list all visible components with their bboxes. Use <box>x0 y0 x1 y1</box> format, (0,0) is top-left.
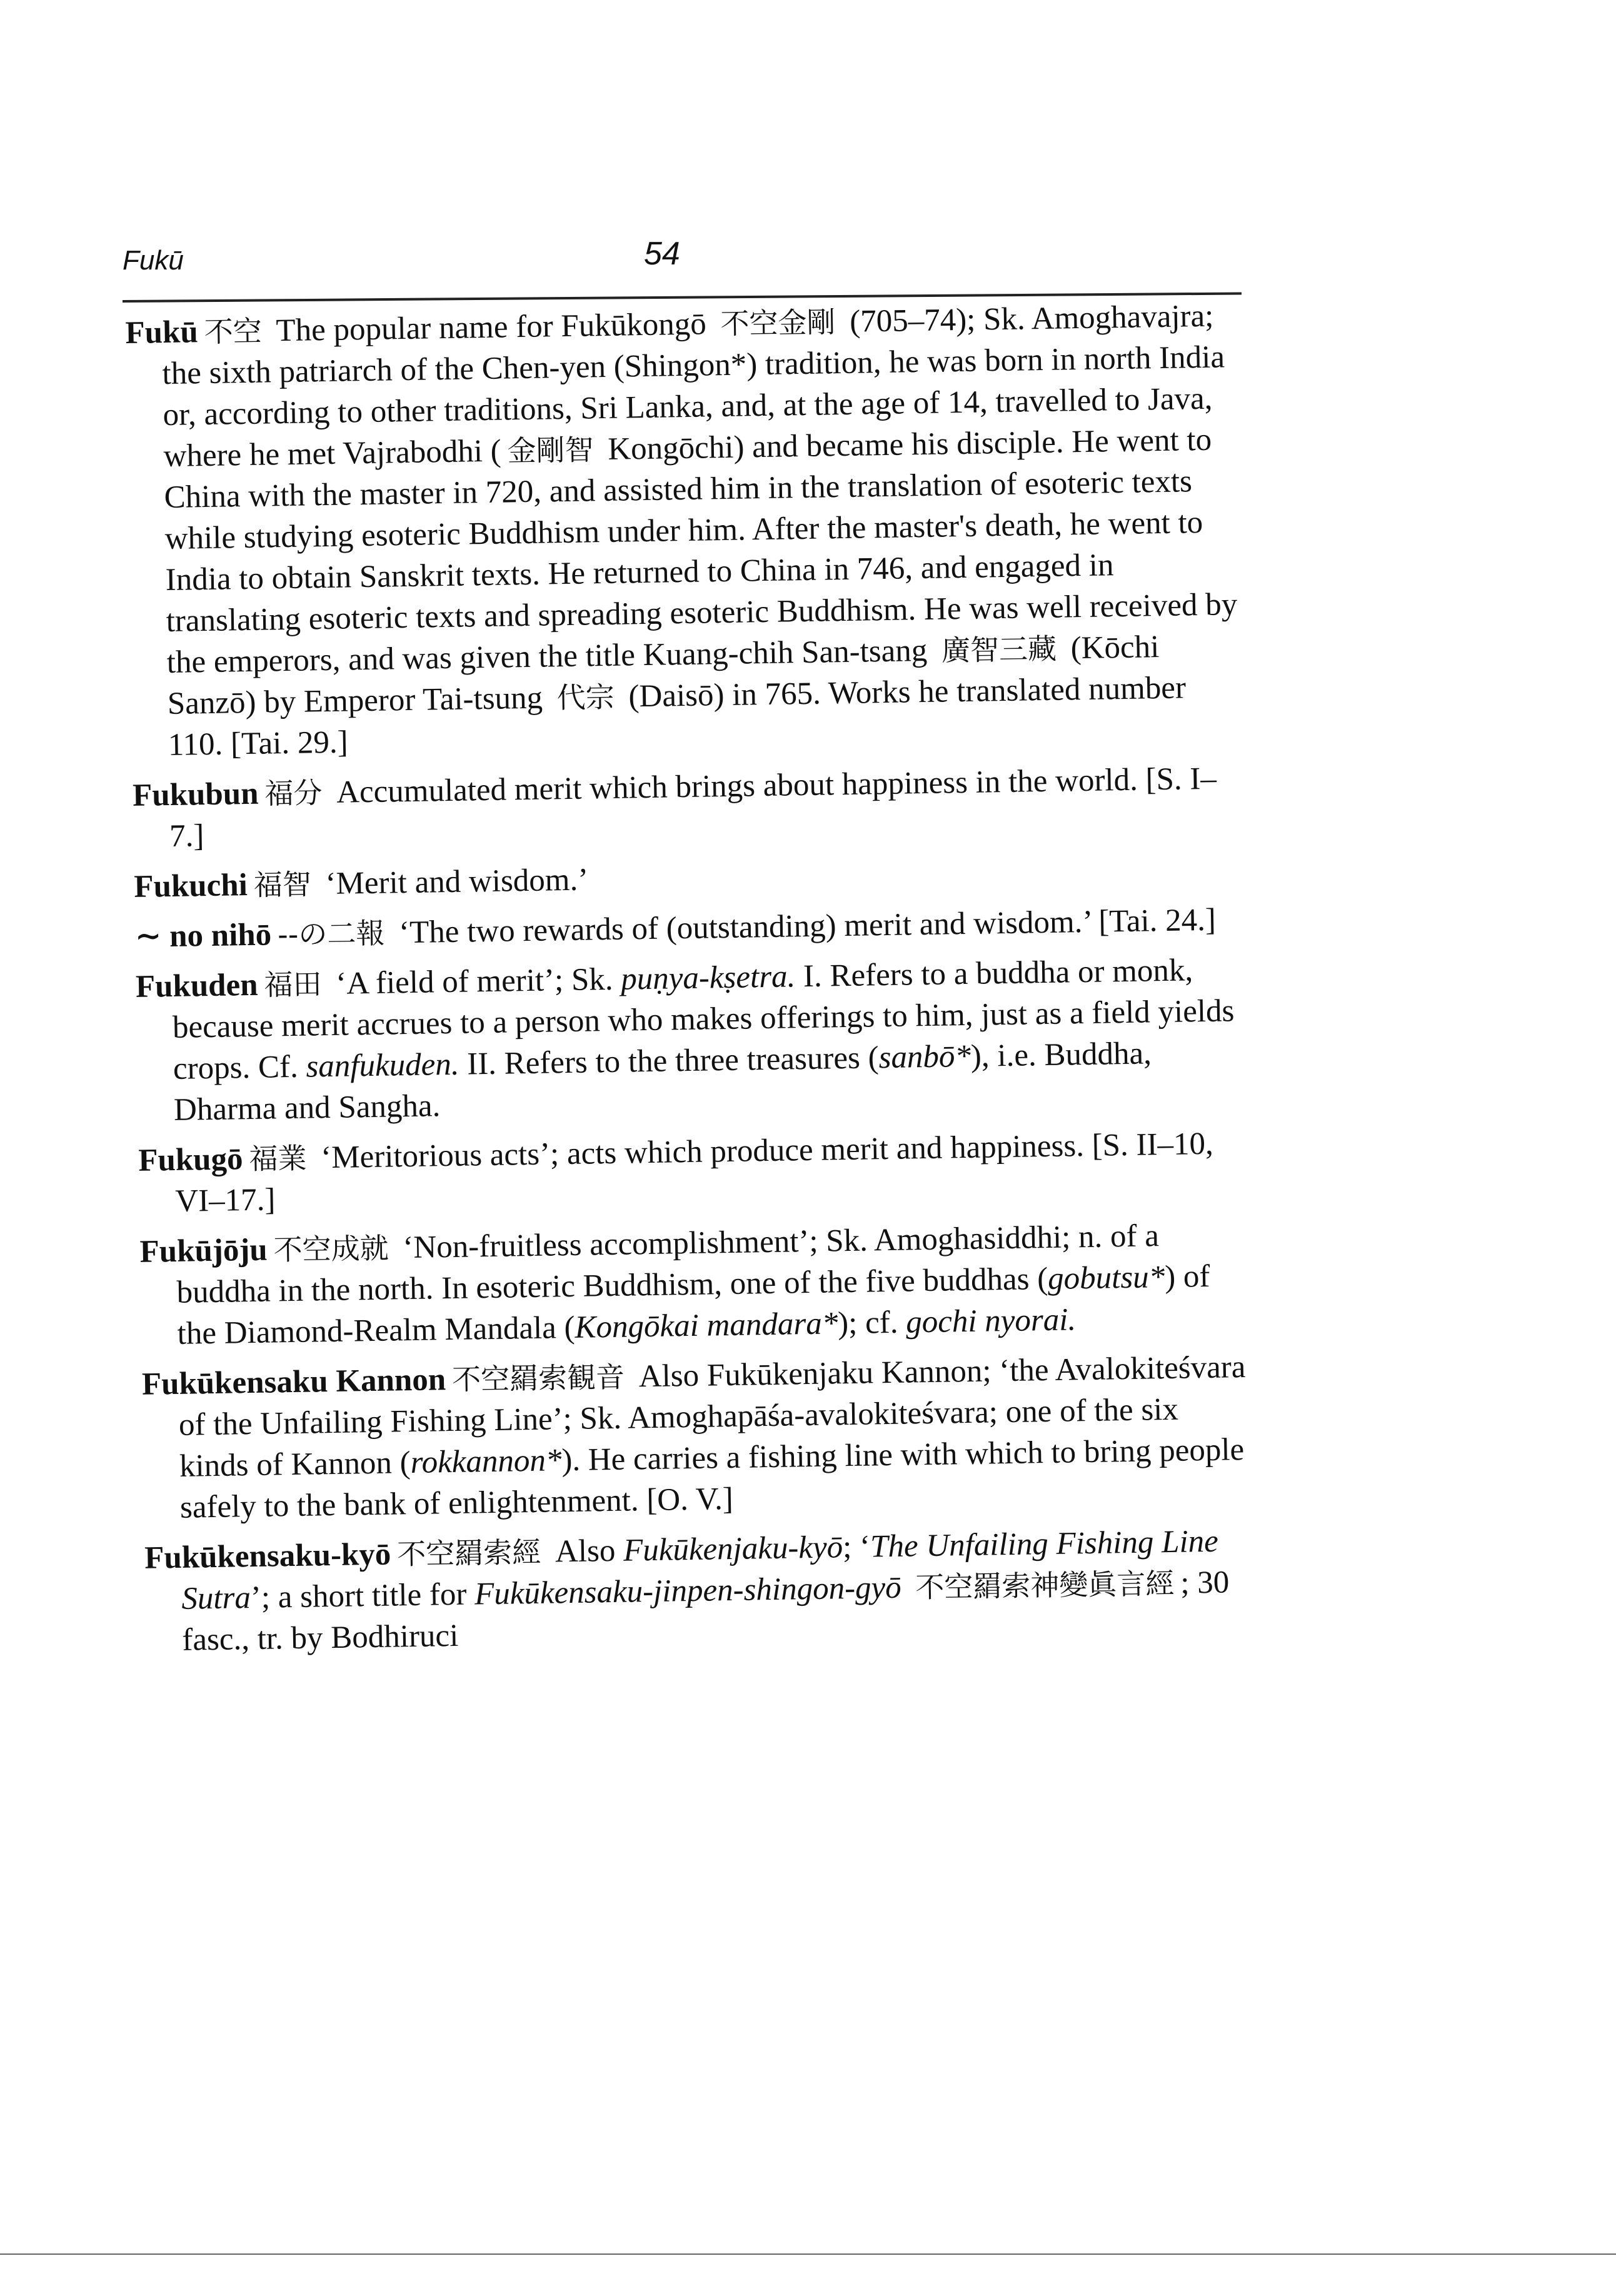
headword-kanji: 福業 <box>249 1141 307 1176</box>
headword: Fukuchi <box>133 868 248 905</box>
entry-fukuchi: Fukuchi 福智 ‘Merit and wisdom.’ <box>133 862 589 905</box>
entry-fukuden: Fukuden 福田 ‘A field of merit’; Sk. puṇya-kṣetra. I. Refers to a buddha or monk, because merit accrues to a person who makes offerings to him, just as a field yields crops. Cf. sanfukuden. II. Refers to the three treasures (sanbō*), i.e. Buddha, Dharma and Sangha. <box>135 953 1235 1128</box>
page-number: 54 <box>644 236 680 272</box>
entry-no-niho: ∼ no nihō --の二報 ‘The two rewards of (outstanding) merit and wisdom.’ [Tai. 24.] <box>134 902 1217 955</box>
headword-kanji: 福分 <box>264 776 323 811</box>
footer-rule <box>0 2253 1616 2255</box>
entry-fuku: Fukū 不空 The popular name for Fukūkongō 不空金剛 (705–74); Sk. Amoghavajra; the sixth patriarch of the Chen-yen (Shingon*) tradition, he was born in north India or, according to other traditions, Sri Lanka, and, at the age of 14, travelled to Java, where he met Vajrabodhi ( 金剛智 Kongōchi) and became his disciple. He went to China with the master in 720, and assisted him in the translation of esoteric texts while studying esoteric Buddhism under him. After the master's death, he went to India to obtain Sanskrit texts. He returned to China in 746, and engaged in translating esoteric texts and spreading esoteric Buddhism. He was well received by the emperors, and was given the title Kuang-chih San-tsang 廣智三藏 (Kōchi Sanzō) by Emperor Tai-tsung 代宗 (Daisō) in 765. Works he translated number 110. [Tai. 29.] <box>125 298 1238 763</box>
entry-fukugo: Fukugō 福業 ‘Meritorious acts’; acts which produce merit and happiness. [S. II–10, VI–17.] <box>138 1126 1214 1219</box>
entry-list <box>125 295 1259 1670</box>
headword: ∼ no nihō <box>134 917 272 955</box>
headword-kanji: --の二報 <box>277 916 385 952</box>
headword: Fukugō <box>138 1141 243 1178</box>
entry-fukubun: Fukubun 福分 Accumulated merit which brings about happiness in the world. [S. I–7.] <box>132 761 1217 854</box>
headword: Fukū <box>125 314 199 351</box>
headword: Fukūjōju <box>139 1232 268 1270</box>
headword-kanji: 福田 <box>264 967 322 1002</box>
running-head: Fukū <box>123 245 184 276</box>
headword-kanji: 不空 <box>204 314 263 349</box>
headword: Fukūkensaku Kannon <box>141 1362 446 1402</box>
headword-kanji: 不空羂索観音 <box>451 1360 625 1396</box>
headword: Fukuden <box>135 967 258 1005</box>
entry-fukukensaku-kyo: Fukūkensaku-kyō 不空羂索經 Also Fukūkenjaku-kyō; ‘The Unfailing Fishing Line Sutra’; a short title for Fukūkensaku-jinpen-shingon-gyō 不空羂索神變眞言經 ; 30 fasc., tr. by Bodhiruci <box>144 1523 1230 1658</box>
headword: Fukubun <box>132 776 259 813</box>
entry-fukukensaku-kannon: Fukūkensaku Kannon 不空羂索観音 Also Fukūkenjaku Kannon; ‘the Avalokiteśvara of the Unfailing Fishing Line’; Sk. Amoghapāśa-avalokiteśvara; one of the six kinds of Kannon (rokkannon*). He carries a fishing line with which to bring people safely to the bank of enlightenment. [O. V.] <box>141 1350 1246 1525</box>
headword-kanji: 不空成就 <box>273 1231 389 1267</box>
headword-kanji: 福智 <box>253 867 312 902</box>
headword-kanji: 不空羂索經 <box>396 1535 541 1572</box>
headword: Fukūkensaku-kyō <box>144 1537 391 1576</box>
entry-fukujoju: Fukūjōju 不空成就 ‘Non-fruitless accomplishment’; Sk. Amoghasiddhi; n. of a buddha in the north. In esoteric Buddhism, one of the five buddhas (gobutsu*) of the Diamond-Realm Mandala (Kongōkai mandara*); cf. gochi nyorai. <box>139 1218 1210 1351</box>
